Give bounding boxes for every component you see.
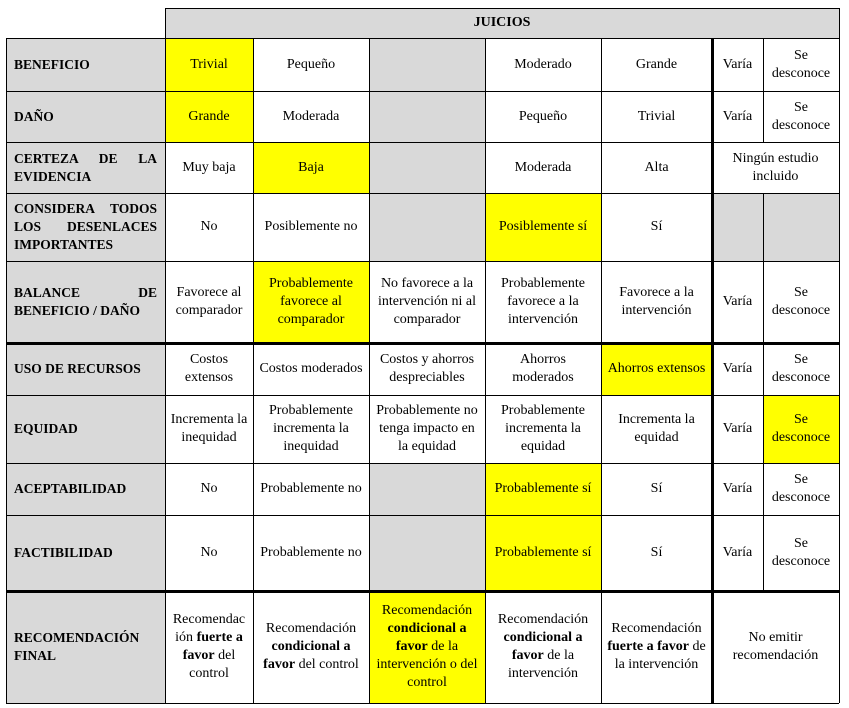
header-juicios	[165, 8, 839, 38]
judgment-cell	[253, 343, 369, 395]
judgment-cell	[763, 261, 839, 343]
row-label-text: BENEFICIO	[14, 56, 90, 72]
judgment-cell	[712, 515, 763, 591]
judgment-text: Se desconoce	[771, 472, 831, 505]
judgment-text: Varía	[722, 294, 753, 309]
judgment-cell	[165, 395, 253, 463]
judgment-cell	[165, 142, 253, 193]
judgment-text: Varía	[722, 481, 753, 496]
judgment-text-part: del control	[189, 648, 236, 681]
judgment-text: Se desconoce	[771, 412, 831, 445]
judgment-text: Grande	[188, 108, 230, 124]
judgment-text-part: Recomendación	[611, 621, 702, 636]
row-label	[6, 38, 165, 91]
judgment-cell	[712, 463, 763, 515]
judgment-cell	[601, 91, 712, 142]
table-right-border	[839, 38, 840, 703]
judgment-text-part: Recomendación	[381, 603, 473, 618]
judgment-cell	[601, 591, 712, 703]
judgment-text: Probablemente favorece a la intervención	[501, 276, 585, 327]
judgment-text: Sí	[650, 481, 663, 496]
corner-blank-cell	[6, 8, 165, 38]
judgment-cell	[712, 395, 763, 463]
judgment-cell	[485, 142, 601, 193]
judgment-cell	[485, 395, 601, 463]
judgment-cell	[712, 193, 763, 261]
judgment-cell	[369, 142, 485, 193]
judgment-cell	[165, 193, 253, 261]
judgment-text: Moderada	[282, 108, 340, 124]
judgment-text	[489, 611, 597, 683]
row-divider	[6, 703, 839, 704]
column-divider	[601, 38, 602, 703]
judgment-cell	[763, 38, 839, 91]
judgment-text	[373, 602, 481, 692]
judgment-text: Probablemente favorece al comparador	[269, 276, 353, 327]
judgment-cell	[601, 515, 712, 591]
judgment-cell	[165, 515, 253, 591]
judgment-cell	[369, 463, 485, 515]
judgment-cell	[369, 91, 485, 142]
row-label-text: CONSIDERA TODOS LOS DESENLACES IMPORTANTES	[14, 201, 157, 252]
judgment-text: Probablemente sí	[494, 545, 592, 560]
judgment-cell	[712, 91, 763, 142]
judgment-text-part: de la intervención	[508, 648, 578, 681]
judgment-text: Se desconoce	[771, 285, 831, 318]
judgment-text-bold: fuerte a favor	[182, 630, 243, 663]
row-label	[6, 261, 165, 343]
judgment-cell	[369, 193, 485, 261]
row-divider	[6, 261, 839, 262]
header-right-border	[839, 8, 840, 38]
judgment-cell	[601, 261, 712, 343]
row-divider	[6, 38, 839, 39]
judgment-cell	[763, 515, 839, 591]
judgment-cell	[485, 463, 601, 515]
judgment-text: Moderada	[514, 159, 572, 175]
judgment-text: Pequeño	[518, 108, 568, 124]
judgment-text: Probablemente no	[260, 481, 362, 496]
judgment-cell	[253, 38, 369, 91]
judgment-cell	[369, 591, 485, 703]
judgment-cell	[253, 142, 369, 193]
judgment-cell	[763, 395, 839, 463]
header-title: JUICIOS	[473, 15, 531, 30]
judgment-text-bold: condicional a favor	[263, 639, 351, 672]
judgment-cell	[601, 343, 712, 395]
judgment-cell	[601, 395, 712, 463]
judgment-cell	[712, 261, 763, 343]
thick-column-divider	[711, 38, 714, 703]
row-label	[6, 463, 165, 515]
judgment-text: Pequeño	[286, 56, 336, 72]
judgment-text: No	[200, 545, 218, 560]
judgment-text-part: Recomendación	[497, 612, 589, 627]
judgment-cell	[485, 343, 601, 395]
judgment-cell	[485, 91, 601, 142]
row-label	[6, 395, 165, 463]
row-divider	[6, 193, 839, 194]
judgment-cell	[253, 463, 369, 515]
judgment-text: Se desconoce	[771, 536, 831, 569]
judgment-cell	[369, 515, 485, 591]
judgment-cell	[601, 193, 712, 261]
judgment-cell	[601, 142, 712, 193]
judgment-text: Sí	[650, 545, 663, 560]
row-divider	[6, 463, 839, 464]
judgment-text: Costos moderados	[259, 361, 363, 376]
judgment-cell	[712, 142, 839, 193]
judgment-cell	[763, 463, 839, 515]
judgment-cell	[763, 193, 839, 261]
judgment-text: No favorece a la intervención ni al comparador	[378, 276, 476, 327]
judgment-text: No emitir recomendación	[732, 630, 819, 663]
row-divider	[6, 91, 839, 92]
judgment-cell	[712, 343, 763, 395]
judgment-text-part: de la intervención	[614, 639, 706, 672]
judgment-text-bold: fuerte a favor	[607, 639, 689, 654]
judgment-cell	[763, 91, 839, 142]
thick-row-divider	[6, 590, 839, 593]
judgment-cell	[253, 91, 369, 142]
judgment-text: Grande	[635, 56, 678, 72]
judgment-text: Varía	[722, 421, 753, 436]
column-divider	[485, 38, 486, 703]
judgment-cell	[253, 395, 369, 463]
judgment-cell	[601, 38, 712, 91]
judgment-text: Posiblemente no	[264, 219, 358, 234]
judgment-cell	[369, 395, 485, 463]
judgment-text: Probablemente incrementa la equidad	[501, 403, 585, 454]
judgment-cell	[712, 591, 839, 703]
judgment-text-part: Recomendación	[265, 621, 357, 636]
judgment-cell	[485, 591, 601, 703]
judgment-text-part: del control	[295, 657, 359, 672]
judgment-text: Baja	[298, 159, 324, 175]
judgment-text: Ningún estudio incluido	[732, 150, 819, 184]
row-label-text: ACEPTABILIDAD	[14, 481, 127, 496]
row-label-text: RECOMENDACIÓN FINAL	[14, 630, 140, 663]
row-label	[6, 91, 165, 142]
judgment-cell	[165, 463, 253, 515]
row-divider	[6, 515, 839, 516]
row-label	[6, 193, 165, 261]
table-left-border	[6, 38, 7, 703]
judgment-text: Favorece al comparador	[175, 285, 243, 318]
judgment-text: Se desconoce	[771, 352, 831, 385]
judgment-text: Costos extensos	[184, 352, 234, 385]
row-divider	[6, 395, 839, 396]
judgment-text-bold: condicional a favor	[387, 621, 467, 654]
judgment-text: Probablemente no	[260, 545, 362, 560]
row-divider	[6, 142, 839, 143]
judgment-cell	[165, 91, 253, 142]
judgment-cell	[485, 261, 601, 343]
row-label	[6, 343, 165, 395]
row-label-text: BALANCE DE BENEFICIO / DAÑO	[14, 285, 157, 318]
judgment-text: Incrementa la equidad	[618, 412, 695, 445]
judgment-text: No	[200, 481, 218, 496]
judgment-text: Moderado	[514, 56, 572, 72]
judgment-text: Costos y ahorros despreciables	[379, 352, 475, 385]
column-divider	[165, 38, 166, 703]
judgment-text	[169, 611, 249, 683]
judgment-cell	[253, 193, 369, 261]
row-label-text: EQUIDAD	[14, 421, 78, 436]
judgment-text: Se desconoce	[771, 99, 831, 133]
judgment-cell	[712, 38, 763, 91]
judgment-text: Posiblemente sí	[498, 219, 588, 234]
judgment-text	[605, 620, 708, 674]
judgment-text: Se desconoce	[771, 47, 831, 81]
header-left-border	[165, 8, 166, 38]
judgment-text: Varía	[722, 545, 753, 560]
judgment-cell	[253, 515, 369, 591]
judgment-cell	[485, 515, 601, 591]
judgment-cell	[165, 591, 253, 703]
judgment-cell	[369, 38, 485, 91]
row-label-text: DAÑO	[14, 108, 54, 124]
judgment-cell	[253, 591, 369, 703]
judgment-text: No	[200, 219, 218, 234]
column-divider	[253, 38, 254, 703]
judgment-text: Varía	[722, 56, 753, 72]
judgment-text: Varía	[722, 361, 753, 376]
judgment-text: Trivial	[190, 56, 228, 72]
judgment-cell	[601, 463, 712, 515]
row-label	[6, 142, 165, 193]
judgment-text: Probablemente sí	[494, 481, 592, 496]
judgment-text: Trivial	[637, 108, 676, 124]
judgment-cell	[369, 261, 485, 343]
judgment-text: Favorece a la intervención	[619, 285, 694, 318]
judgment-cell	[485, 38, 601, 91]
column-divider	[763, 193, 764, 591]
judgment-cell	[369, 343, 485, 395]
row-label-text: FACTIBILIDAD	[14, 545, 113, 560]
header-top-border	[165, 8, 839, 9]
judgment-text-bold: condicional a favor	[503, 630, 583, 663]
judgment-text: Probablemente no tenga impacto en la equidad	[376, 403, 478, 454]
judgment-text: Ahorros extensos	[607, 361, 706, 376]
row-label-text: USO DE RECURSOS	[14, 361, 141, 376]
judgment-cell	[763, 343, 839, 395]
thick-row-divider	[6, 342, 839, 345]
judgment-text: Sí	[650, 219, 663, 234]
judgment-text-part: Recomendac ión	[172, 612, 246, 645]
judgment-text: Ahorros moderados	[512, 352, 574, 385]
judgment-cell	[253, 261, 369, 343]
judgment-text	[257, 620, 365, 674]
row-label	[6, 591, 165, 703]
column-divider	[369, 38, 370, 703]
judgment-text: Varía	[722, 108, 753, 124]
judgment-text: Alta	[644, 159, 669, 175]
judgment-text: Incrementa la inequidad	[170, 412, 248, 445]
judgment-text-part: de la intervención o del control	[376, 639, 478, 690]
judgment-cell	[485, 193, 601, 261]
judgment-text: Probablemente incrementa la inequidad	[269, 403, 353, 454]
judgment-cell	[165, 38, 253, 91]
row-label	[6, 515, 165, 591]
judgment-text: Muy baja	[182, 159, 236, 175]
judgment-cell	[165, 261, 253, 343]
judgment-cell	[165, 343, 253, 395]
row-label-text: CERTEZA DE LA EVIDENCIA	[14, 150, 157, 184]
